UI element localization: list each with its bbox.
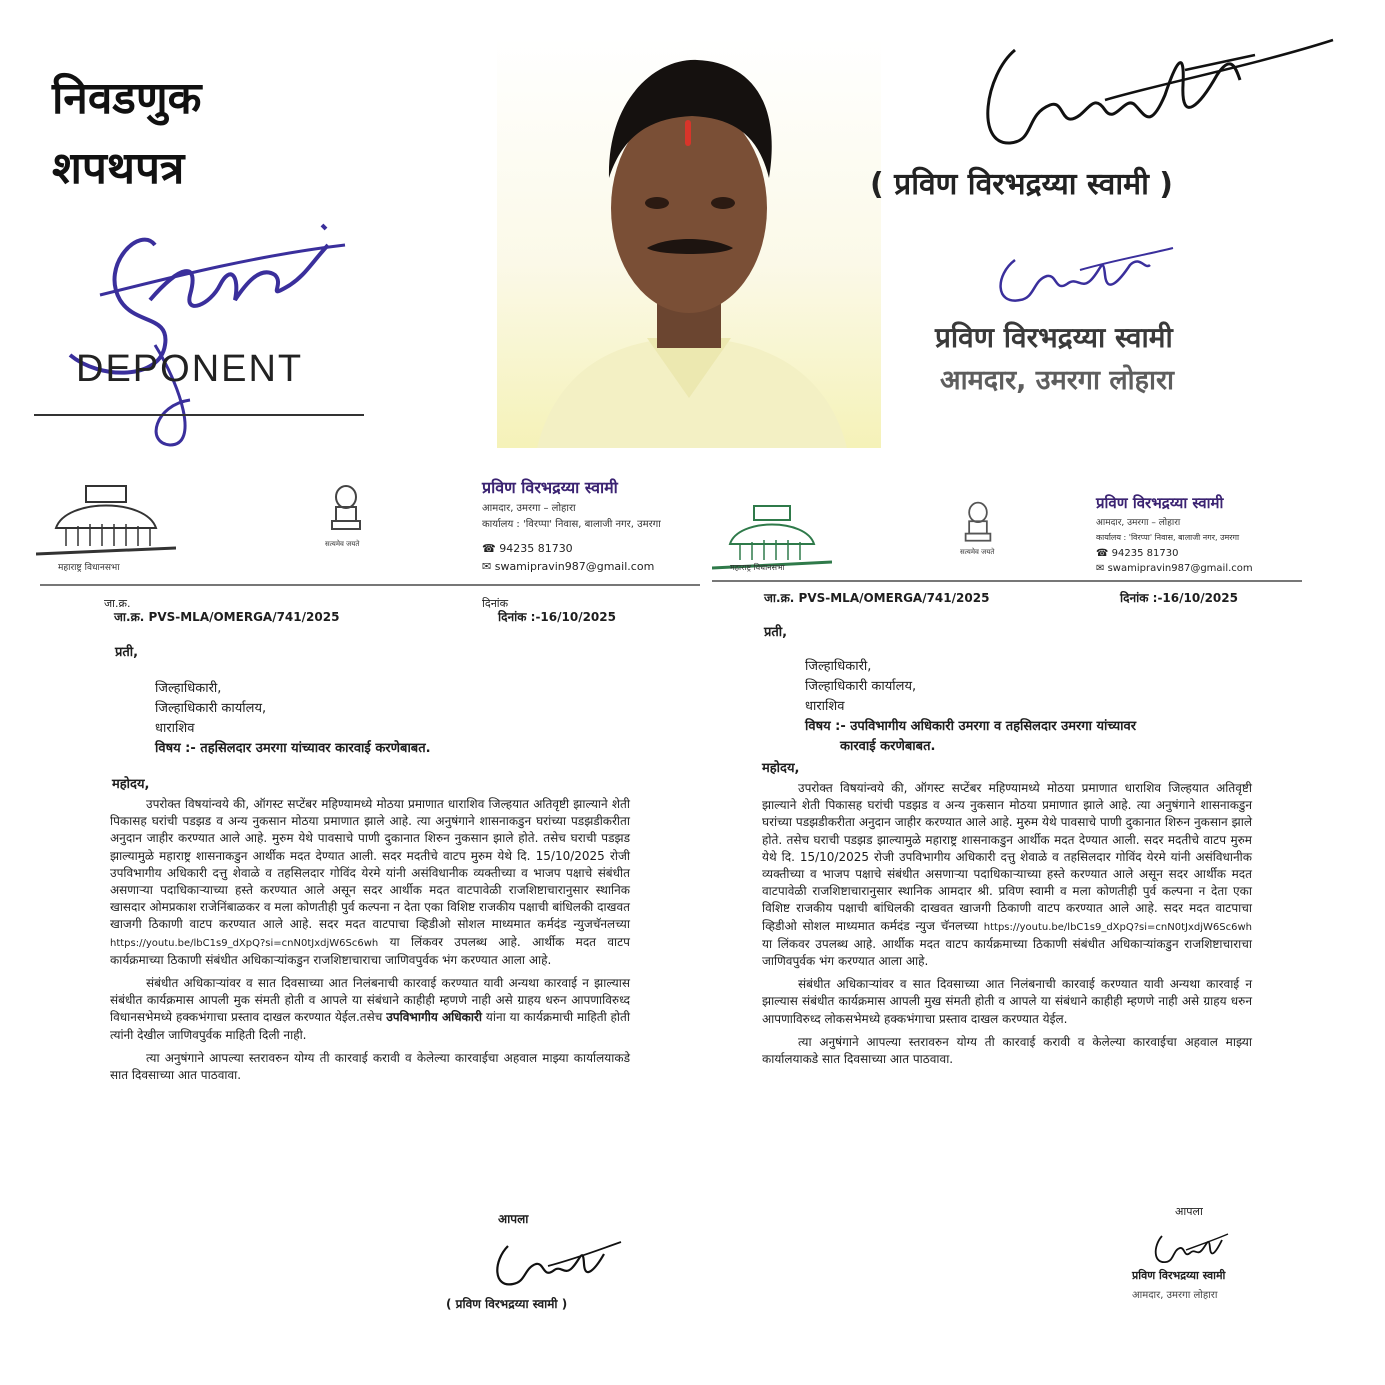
- letter-subject-right-2: कारवाई करणेबाबत.: [840, 739, 936, 754]
- paragraph-right-2: संबंधीत अधिकाऱ्यांवर व सात दिवसाच्या आत निलंबनाची कारवाई करण्यात यावी अन्यथा कारवाई न झाल्यास संबंधीत कार्यक्रमास आपली मुख संमती होती व आपले या संबंधाने काहीही म्हणणे नाही असे ग्राहय धरुन आपणाविरुध्द लोकसभेमध्ये हक्कभंगाचा प्रस्ताव दाखल करण्यात येईल.: [762, 977, 1252, 1026]
- deponent-underline: [34, 414, 364, 416]
- letterhead-phone-right: ☎ 94235 81730: [1096, 548, 1179, 559]
- letterhead-email: [482, 558, 654, 575]
- paragraph-right-1: उपरोक्त विषयांन्वये की, ऑगस्ट सप्टेंबर महिण्यामध्ये मोठया प्रमाणात धाराशिव जिल्हयात अतिवृष्टी झाल्याने शेती पिकासह घरांची पडझड व अन्य नुकसान मोठया प्रमाणात झाले आहे. त्या अनुषंगाने शासनाकडुन घरांच्या पडझडीकरीता अनुदान जाहीर करण्यात आले आहे. मुरुम येथे पावसाचे पाणी दुकानात शिरुन नुकसान झाले होते. तसेच घराची पडझड झाल्यामुळे महाराष्ट्र शासनाकडुन आर्थीक मदत देण्यात आली. सदर मदतीचे वाटप मुरुम येथे दि. 15/10/2025 रोजी उपविभागीय अधिकारी दत्तु शेवाळे व तहसिलदार गोविंद येरमे यांनी असंविधानीक व्यक्तीच्या व भाजप पक्षाचे संबंधीत असणाऱ्या पदाधिकाऱ्याच्या हस्ते करण्यात आले असून सदर आर्थीक मदत वाटपावेळी राजशिष्टाचारानुसार स्थानिक आमदार श्री. प्रविण स्वामी व मला कोणतीही पुर्व कल्पना न देता एका विशिष्ट राजकीय पक्षाची बांधिलकी दाखवत खाजगी ठिकाणी वाटप करण्यात आले आहे. सदर मदत वाटपाचा व्हिडीओ सोशल माध्यमात कर्मदंड न्युज चॅनलच्या https://youtu.be/lbC1s9_dXpQ?si=cnN0tJxdjW6Sc6wh या लिंकवर उपलब्ध आहे. आर्थीक मदत वाटप कार्यक्रमाच्या ठिकाणी संबंधीत अधिकाऱ्यांकडुन राजशिष्टाचाराचा जाणिवपुर्वक भंग करण्यात आला आहे.: [762, 781, 1252, 969]
- signatory-name: प्रविण विरभद्रय्या स्वामी: [935, 321, 1173, 354]
- vidhan-sabha-label: महाराष्ट्र विधानसभा: [58, 563, 120, 573]
- letterhead-office-right: कार्यालय : 'विरप्पा' निवास, बालाजी नगर, उमरगा: [1096, 533, 1240, 542]
- address-line-1: जिल्हाधिकारी,: [155, 681, 222, 696]
- paragraph-1: उपरोक्त विषयांन्वये की, ऑगस्ट सप्टेंबर महिण्यामध्ये मोठया प्रमाणात धाराशिव जिल्हयात अतिवृष्टी झाल्याने शेती पिकासह घरांची पडझड व अन्य नुकसान मोठया प्रमाणात झाले आहे. त्या अनुषंगाने शासनाकडुन घरांच्या पडझडीकरीता अनुदान जाहीर करण्यात आले आहे. मुरुम येथे पावसाचे पाणी दुकानात शिरुन नुकसान झाले होते. तसेच घराची पडझड झाल्यामुळे महाराष्ट्र शासनाकडुन आर्थीक मदत देण्यात आली. सदर मदतीचे वाटप मुरुम येथे दि. 15/10/2025 रोजी उपविभागीय अधिकारी दत्तु शेवाळे व तहसिलदार गोविंद येरमे यांनी असंविधानीक व्यक्तीच्या व भाजप पक्षाचे संबंधीत असणाऱ्या पदाधिकाऱ्याच्या हस्ते करण्यात आले असून सदर आर्थीक मदत वाटपावेळी राजशिष्टाचारानुसार स्थानिक खासदार ओमप्रकाश राजेनिंबाळकर व मला कोणतीही पुर्व कल्पना न देता एका विशिष्ट राजकीय पक्षाची बांधिलकी दाखवत खाजगी ठिकाणी वाटप करण्यात आले आहे. सदर मदत वाटपाचा व्हिडीओ सोशल माध्यमात कर्मदंड न्युजचॅनलच्या https://youtu.be/lbC1s9_dXpQ?si=cnN0tJxdjW6Sc6wh या लिंकवर उपलब्ध आहे. आर्थीक मदत वाटप कार्यक्रमाच्या ठिकाणी संबंधीत अधिकाऱ्यांकडुन राजशिष्टाचाराचा जाणिवपुर्वक भंग करण्यात आला आहे.: [110, 797, 630, 967]
- letterhead-office: कार्यालय : 'विरप्पा' निवास, बालाजी नगर, उमरगा: [482, 519, 661, 530]
- signature-small: [985, 240, 1175, 310]
- mail-icon: ✉: [1096, 563, 1105, 574]
- emblem-motto: सत्यमेव जयते: [325, 540, 360, 548]
- deponent-label: DEPONENT: [76, 348, 304, 390]
- letterhead-name: प्रविण विरभद्रय्या स्वामी: [482, 478, 618, 497]
- vidhan-sabha-logo-right-icon: [712, 500, 832, 570]
- phone-icon: ☎: [1096, 548, 1109, 559]
- phone-number: 94235 81730: [499, 542, 573, 555]
- closing-word: आपला: [498, 1212, 529, 1226]
- address-right-line-1: जिल्हाधिकारी,: [805, 659, 872, 674]
- salutation: महोदय,: [112, 777, 150, 792]
- candidate-photo: [497, 38, 881, 448]
- signatory-name-bracketed: ( प्रविण विरभद्रय्या स्वामी ): [870, 167, 1173, 202]
- letter-left-signature: [488, 1236, 623, 1292]
- letterhead-name-right: प्रविण विरभद्रय्या स्वामी: [1096, 494, 1224, 512]
- letter-right-designation: आमदार, उमरगा लोहारा: [1132, 1290, 1218, 1301]
- signatory-designation: आमदार, उमरगा लोहारा: [940, 365, 1175, 396]
- vidhan-sabha-label-right: महाराष्ट्र विधानसभा: [730, 563, 785, 572]
- letterhead-rule-right: [712, 580, 1302, 582]
- emblem-motto-right: सत्यमेव जयते: [960, 548, 995, 556]
- portrait-illustration: [497, 38, 881, 448]
- address-right-line-3: धाराशिव: [805, 699, 845, 714]
- video-link[interactable]: https://youtu.be/lbC1s9_dXpQ?si=cnN0tJxdjW6Sc6wh: [110, 937, 379, 949]
- signature-large: [955, 35, 1335, 170]
- reference-number: जा.क्र. PVS-MLA/OMERGA/741/2025: [114, 610, 340, 624]
- title-line-1: निवडणुक: [52, 73, 202, 124]
- national-emblem-right-icon: [962, 500, 994, 546]
- paragraph-2: संबंधीत अधिकाऱ्यांवर व सात दिवसाच्या आत निलंबनाची कारवाई करण्यात यावी अन्यथा कारवाई न झाल्यास संबंधीत कार्यक्रमास आपली मुक संमती होती व आपले या संबंधाने काहीही म्हणणे नाही असे ग्राहय धरुन आपणाविरुध्द विधानसभेमध्ये हक्कभंगाचा प्रस्ताव दाखल करण्यात येईल.तसेच उपविभागीय अधिकारी यांना या कार्यक्रमाची माहिती होती त्यांनी देखील जाणिवपुर्वक माहिती दिली नाही.: [110, 976, 630, 1042]
- letter-body-right: [762, 780, 1252, 1068]
- salutation-right: महोदय,: [762, 761, 800, 776]
- addressee-prefix: प्रती,: [115, 645, 139, 660]
- paragraph-3: त्या अनुषंगाने आपल्या स्तरावरुन योग्य ती कारवाई करावी व केलेल्या कारवाईचा अहवाल माझ्या कार्यालयाकडे सात दिवसाच्या आत पाठवावा.: [110, 1050, 630, 1083]
- letter-subject: विषय :- तहसिलदार उमरगा यांच्यावर कारवाई करणेबाबत.: [155, 741, 431, 756]
- letter-body: [110, 796, 630, 1084]
- date-handwritten: दिनांक: [482, 597, 509, 610]
- letterhead-rule: [40, 584, 700, 586]
- national-emblem-icon: [328, 483, 364, 535]
- letterhead-email-right: ✉ swamipravin987@gmail.com: [1096, 563, 1253, 574]
- addressee-prefix-right: प्रती,: [764, 625, 788, 640]
- phone-icon: ☎: [482, 542, 496, 555]
- letterhead-designation: आमदार, उमरगा – लोहारा: [482, 503, 576, 514]
- address-line-3: धाराशिव: [155, 721, 195, 736]
- address-line-2: जिल्हाधिकारी कार्यालय,: [155, 701, 267, 716]
- email-address: swamipravin987@gmail.com: [494, 560, 655, 573]
- reference-number-right: जा.क्र. PVS-MLA/OMERGA/741/2025: [764, 591, 990, 605]
- affidavit-title: [52, 64, 201, 204]
- letter-right-signatory: प्रविण विरभद्रय्या स्वामी: [1132, 1269, 1226, 1282]
- vidhan-sabha-logo-icon: [36, 478, 176, 556]
- mail-icon: ✉: [482, 560, 492, 573]
- letter-left-signatory: ( प्रविण विरभद्रय्या स्वामी ): [446, 1297, 568, 1311]
- title-line-2: शपथपत्र: [52, 143, 185, 194]
- ref-handwritten: जा.क्र.: [104, 597, 131, 610]
- letterhead-designation-right: आमदार, उमरगा – लोहारा: [1096, 518, 1181, 528]
- paragraph-right-3: त्या अनुषंगाने आपल्या स्तरावरुन योग्य ती कारवाई करावी व केलेल्या कारवाईचा अहवाल माझ्या कार्यालयाकडे सात दिवसाच्या आत पाठवावा.: [762, 1034, 1252, 1067]
- video-link-right[interactable]: https://youtu.be/lbC1s9_dXpQ?si=cnN0tJxdjW6Sc6wh: [983, 921, 1252, 933]
- letterhead-phone: [482, 540, 573, 557]
- letter-subject-right-1: विषय :- उपविभागीय अधिकारी उमरगा व तहसिलदार उमरगा यांच्यावर: [805, 719, 1137, 734]
- address-right-line-2: जिल्हाधिकारी कार्यालय,: [805, 679, 917, 694]
- closing-word-right: आपला: [1175, 1205, 1203, 1218]
- letter-date-right: दिनांक :-16/10/2025: [1120, 591, 1238, 605]
- letter-date: दिनांक :-16/10/2025: [498, 610, 616, 624]
- deponent-signature: [60, 205, 350, 455]
- letter-right-signature: [1150, 1228, 1230, 1268]
